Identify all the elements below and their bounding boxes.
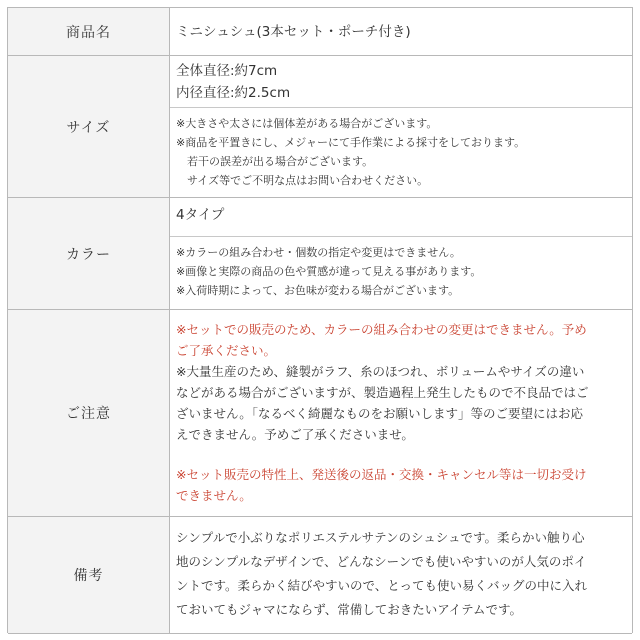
row-caution (8, 310, 632, 517)
caution-warning-line: ※セット販売の特性上、発送後の返品・交換・キャンセル等は一切お受け (176, 467, 587, 482)
row-remarks (8, 517, 632, 634)
caution-text (170, 310, 632, 506)
size-outer-diameter: 全体直径:約7cm (176, 63, 278, 79)
remarks-text (170, 517, 632, 622)
caution-label: ご注意 (8, 310, 170, 516)
color-label: カラー (8, 198, 170, 309)
caution-body-line: などがある場合がございますが、製造過程上発生したもので不良品ではご (176, 385, 589, 400)
remarks-line: ントです。柔らかく結びやすいので、とっても使い易くバッグの中に入れ (176, 578, 588, 593)
caution-body-line: えできません。予めご了承くださいませ。 (176, 427, 414, 442)
size-notes (170, 107, 632, 190)
remarks-label: 備考 (8, 517, 170, 633)
product-spec-table (7, 7, 633, 633)
remarks-line: シンプルで小ぶりなポリエステルサテンのシュシュです。柔らかい触り心 (176, 530, 585, 545)
product-name-label: 商品名 (8, 8, 170, 55)
caution-warning-line: ご了承ください。 (176, 343, 277, 358)
color-note: ※カラーの組み合わせ・個数の指定や変更はできません。 (176, 246, 461, 259)
color-note: ※入荷時期によって、お色味が変わる場合がございます。 (176, 284, 460, 297)
size-label: サイズ (8, 56, 170, 197)
color-notes (170, 236, 632, 300)
color-types: 4タイプ (176, 207, 225, 223)
color-note: ※画像と実際の商品の色や質感が違って見える事があります。 (176, 265, 482, 278)
caution-warning-line: ※セットでの販売のため、カラーの組み合わせの変更はできません。予め (176, 322, 587, 337)
row-color (8, 198, 632, 310)
remarks-line: 地のシンプルなデザインで、どんなシーンでも使いやすいのが人気のポイ (176, 554, 587, 569)
size-note: サイズ等でご不明な点はお問い合わせください。 (176, 174, 429, 187)
row-product-name (8, 8, 632, 56)
size-dimensions (170, 56, 632, 107)
row-size (8, 56, 632, 198)
caution-body-line: ※大量生産のため、縫製がラフ、糸のほつれ、ボリュームやサイズの違い (176, 364, 585, 379)
size-note: 若干の誤差が出る場合がございます。 (176, 155, 374, 168)
size-note: ※大きさや太さには個体差がある場合がございます。 (176, 117, 438, 130)
size-inner-diameter: 内径直径:約2.5cm (176, 85, 291, 101)
remarks-line: ておいてもジャマにならず、常備しておきたいアイテムです。 (176, 602, 523, 617)
caution-warning-line: できません。 (176, 488, 252, 503)
size-note: ※商品を平置きにし、メジャーにて手作業による採寸をしております。 (176, 136, 526, 149)
caution-body-line: ざいません。「なるべく綺麗なものをお願いします」等のご要望にはお応 (176, 406, 584, 421)
product-name-value: ミニシュシュ(3本セット・ポーチ付き) (176, 23, 411, 40)
